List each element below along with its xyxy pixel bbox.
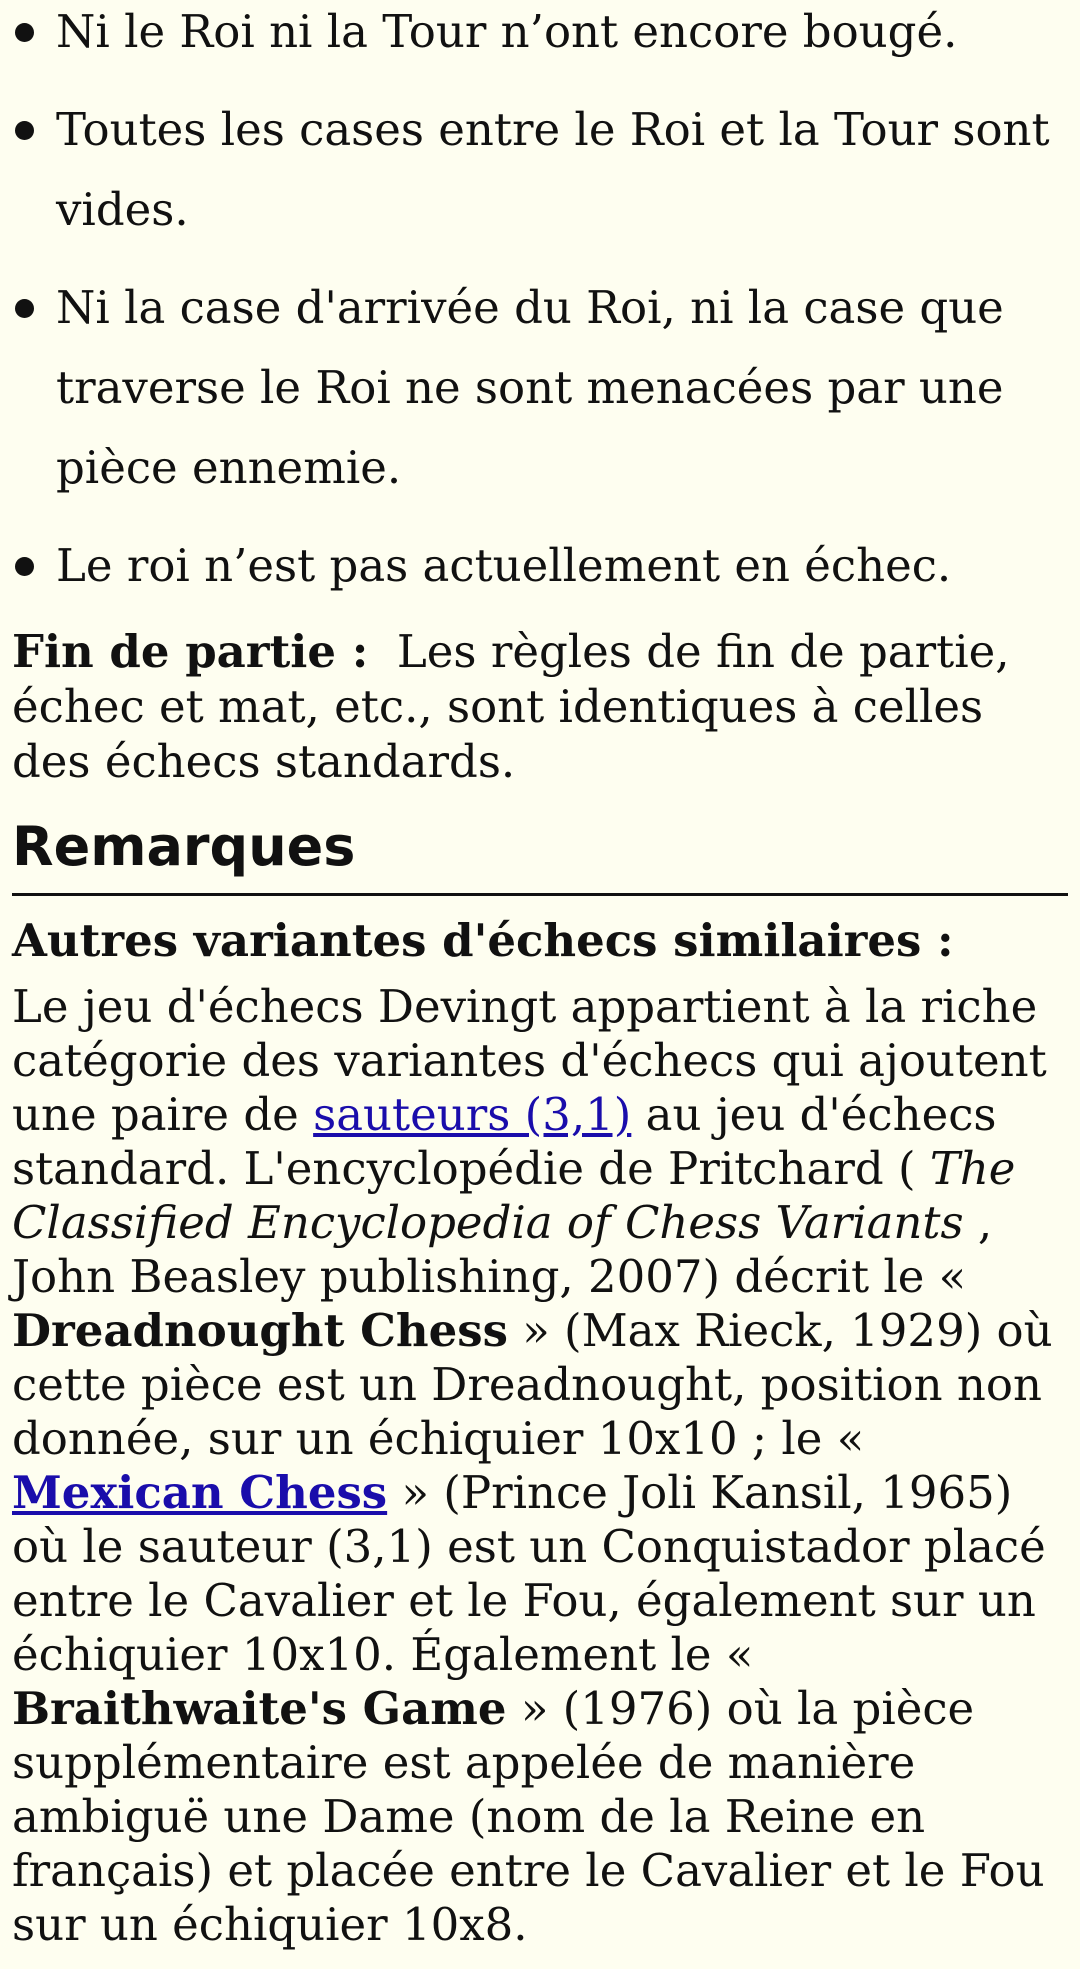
paragraph-text: » (Prince Joli Kansil, 1965) où le sauteur (3,1) est un Conquistador placé entre le Cavalier et le Fou, également sur un échiquier 10x10. Également le «: [12, 1466, 1046, 1681]
endgame-label: Fin de partie :: [12, 625, 369, 678]
bullet-icon: [15, 299, 34, 318]
endgame-paragraph: [12, 624, 1068, 789]
list-item-text: Ni le Roi ni la Tour n’ont encore bougé.: [56, 5, 958, 58]
similar-variants-subheading: Autres variantes d'échecs similaires :: [12, 914, 954, 967]
list-item: [12, 0, 1068, 72]
list-item: [12, 90, 1068, 250]
list-item-text: Ni la case d'arrivée du Roi, ni la case que traverse le Roi ne sont menacées par une pièce ennemie.: [56, 281, 1004, 494]
paragraph-text: » (1976) où la pièce supplémentaire est appelée de manière ambiguë une Dame (nom de la Reine en français) et placée entre le Cavalier et le Fou sur un échiquier 10x8.: [12, 1682, 1045, 1951]
paragraph-text: » (Max Rieck, 1929) où cette pièce est un Dreadnought, position non donnée, sur un échiquier 10x10 ; le «: [12, 1304, 1053, 1465]
book-title: The Classified Encyclopedia of Chess Variants: [12, 1142, 1016, 1249]
list-item: [12, 268, 1068, 508]
remarks-heading: Remarques: [12, 811, 1068, 896]
list-item-text: Le roi n’est pas actuellement en échec.: [56, 539, 952, 592]
mexican-chess-link[interactable]: [12, 1466, 387, 1519]
paragraph-text: , John Beasley publishing, 2007) décrit le «: [12, 1196, 993, 1303]
castling-conditions-list: [12, 0, 1068, 606]
similar-variants-paragraph: [12, 980, 1068, 1952]
bullet-icon: [15, 557, 34, 576]
endgame-text: Les règles de fin de partie, échec et mat, etc., sont identiques à celles des échecs standards.: [12, 625, 1010, 788]
bullet-icon: [15, 121, 34, 140]
paragraph-text: au jeu d'échecs standard. L'encyclopédie de Pritchard (: [12, 1088, 997, 1195]
dreadnought-chess-name: Dreadnought Chess: [12, 1304, 508, 1357]
braithwaite-game-name: Braithwaite's Game: [12, 1682, 507, 1735]
sauteurs-link[interactable]: sauteurs (3,1): [313, 1088, 632, 1141]
list-item-text: Toutes les cases entre le Roi et la Tour sont vides.: [56, 103, 1050, 236]
mexican-chess-label: Mexican Chess: [12, 1466, 388, 1519]
paragraph-text: Le jeu d'échecs Devingt appartient à la riche catégorie des variantes d'échecs qui ajoutent une paire de: [12, 980, 1047, 1141]
bullet-icon: [15, 23, 34, 42]
list-item: [12, 526, 1068, 606]
